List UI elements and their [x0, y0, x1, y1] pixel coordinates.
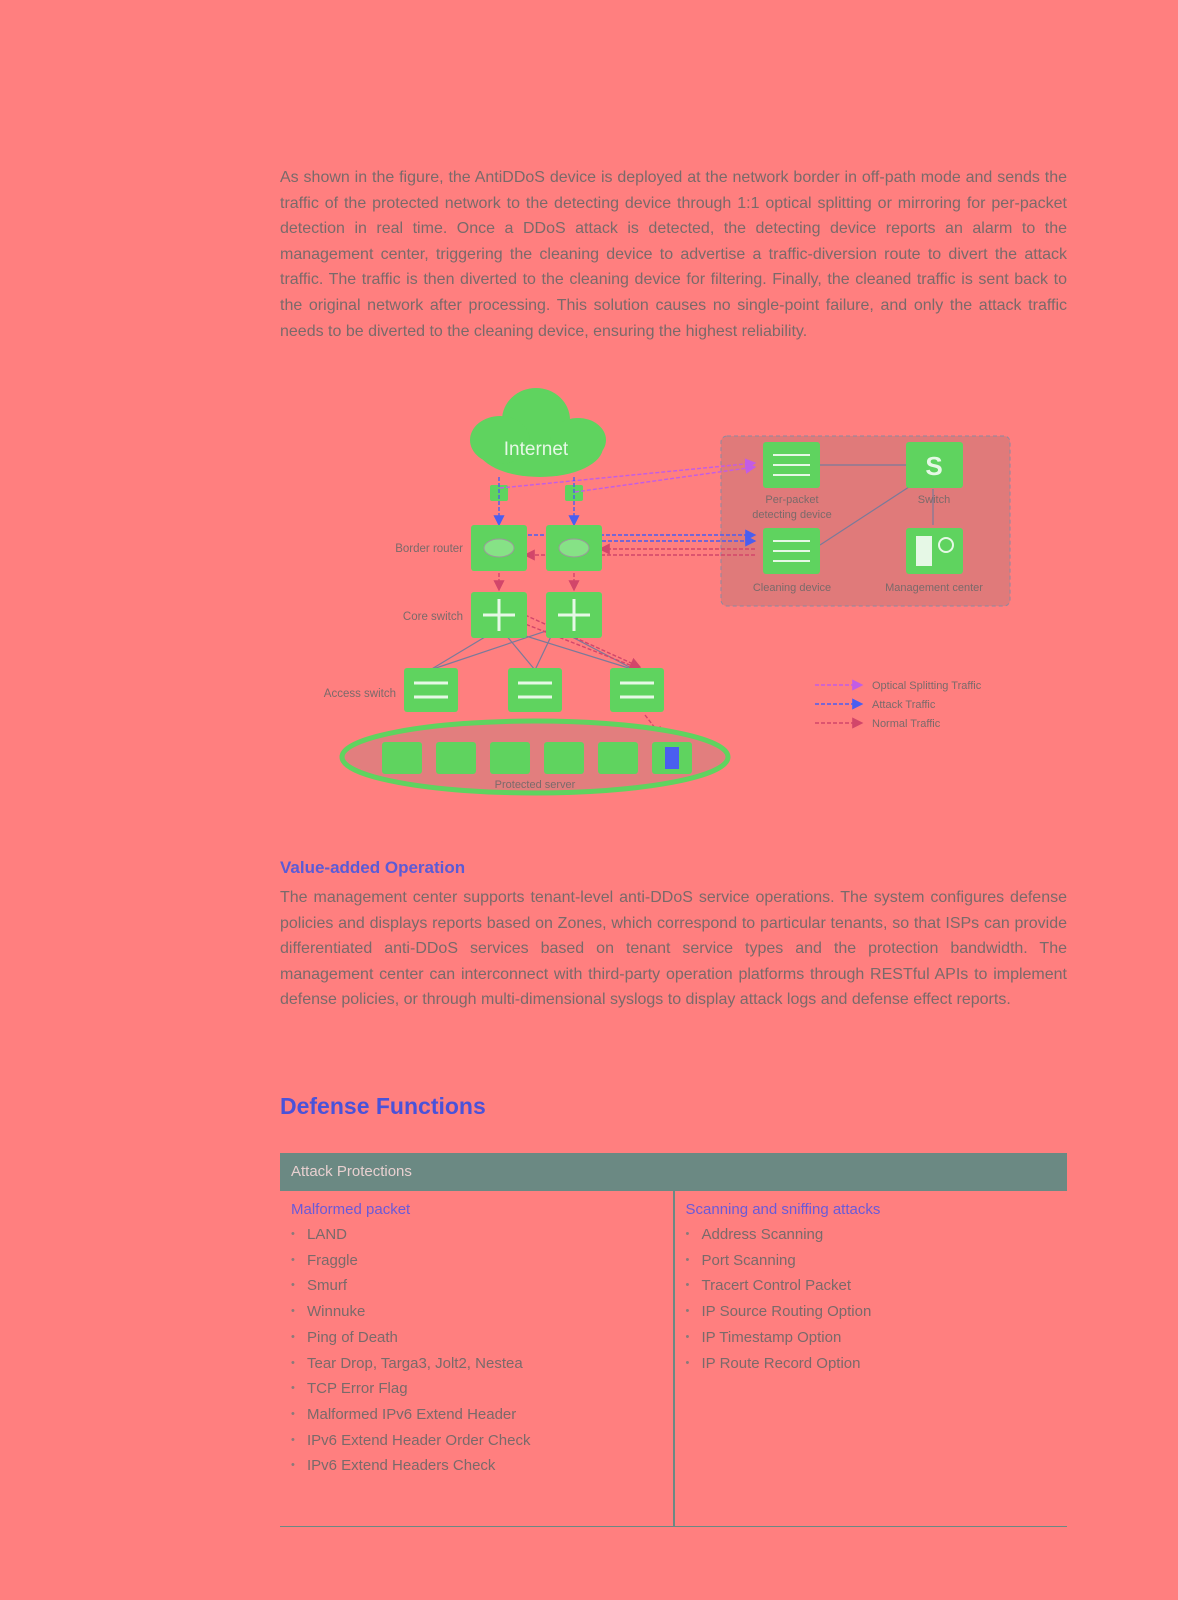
management-center-device [906, 528, 963, 574]
list-item: • Smurf [291, 1273, 662, 1299]
legend [815, 680, 982, 730]
list-item: • IP Route Record Option [686, 1351, 1057, 1377]
defense-functions-title: Defense Functions [280, 1093, 486, 1119]
label-cleaning-device: Cleaning device [752, 582, 832, 594]
detecting-device [763, 442, 820, 488]
label-access-switch: Access switch [323, 688, 396, 700]
cloud-label: Internet [503, 439, 569, 460]
label-switch: Switch [917, 494, 951, 506]
table-header: Attack Protections [280, 1153, 1067, 1191]
label-border-router: Border router [395, 543, 463, 555]
label-protected-server: Protected server [494, 779, 576, 791]
attack-protections-table [280, 1153, 1067, 1527]
legend-normal-label: Normal Traffic [872, 718, 941, 730]
list-item: • Port Scanning [686, 1248, 1057, 1274]
list-item: • Ping of Death [291, 1325, 662, 1351]
access-switch-1 [404, 668, 458, 712]
column-heading: Scanning and sniffing attacks [685, 1201, 881, 1218]
label-management-center: Management center [885, 582, 983, 594]
internet-cloud [470, 388, 606, 477]
list-item: • IPv6 Extend Headers Check [291, 1453, 662, 1479]
malformed-packet-list [291, 1222, 662, 1479]
value-added-text: The management center supports tenant-level anti-DDoS service operations. The system configures defense policies and displays reports based on Zones, which correspond to particular tenants, so that ISPs can provide differentiated anti-DDoS services based on tenant service types and the protection bandwidth. The management center can interconnect with third-party operation platforms through RESTful APIs to implement defense policies, or through multi-dimensional syslogs to display attack logs and defense effect reports. [280, 889, 1067, 1009]
list-item: • TCP Error Flag [291, 1376, 662, 1402]
scanning-column [675, 1191, 1068, 1526]
list-item: • Tracert Control Packet [686, 1273, 1057, 1299]
border-router-right [546, 525, 602, 571]
label-core-switch: Core switch [402, 611, 463, 623]
list-item: • LAND [291, 1222, 662, 1248]
scanning-list [686, 1222, 1057, 1376]
column-heading: Malformed packet [291, 1201, 411, 1218]
list-item: • Malformed IPv6 Extend Header [291, 1402, 662, 1428]
border-router-left [471, 525, 527, 571]
intro-paragraph: As shown in the figure, the AntiDDoS device is deployed at the network border in off-path mode and sends the traffic of the protected network to the detecting device through 1:1 optical splitting or mirroring for per-packet detection in real time. Once a DDoS attack is detected, the detecting device reports an alarm to the management center, triggering the cleaning device to advertise a traffic-diversion route to divert the attack traffic. The traffic is then diverted to the cleaning device for filtering. Finally, the cleaned traffic is sent back to the original network after processing. This solution causes no single-point failure, and only the attack traffic needs to be diverted to the cleaning device, ensuring the highest reliability. [280, 169, 1067, 340]
list-item: • Tear Drop, Targa3, Jolt2, Nestea [291, 1351, 662, 1377]
list-item: • Fraggle [291, 1248, 662, 1274]
list-item: • Address Scanning [686, 1222, 1057, 1248]
value-added-title: Value-added Operation [280, 858, 466, 877]
label-detecting-device-2: detecting device [752, 509, 832, 521]
core-switch-left [471, 592, 527, 638]
legend-attack-label: Attack Traffic [872, 699, 936, 711]
access-switch-3 [610, 668, 664, 712]
list-item: • IPv6 Extend Header Order Check [291, 1428, 662, 1454]
core-switch-right [546, 592, 602, 638]
list-item: • Winnuke [291, 1299, 662, 1325]
list-item: • IP Timestamp Option [686, 1325, 1057, 1351]
access-switch-2 [508, 668, 562, 712]
network-diagram [300, 385, 1020, 815]
switch-device [906, 442, 963, 488]
svg-text:S: S [925, 451, 943, 481]
list-item: • IP Source Routing Option [686, 1299, 1057, 1325]
label-detecting-device-1: Per-packet [765, 494, 819, 506]
malformed-packet-column [280, 1191, 675, 1526]
cleaning-device [763, 528, 820, 574]
legend-optical-label: Optical Splitting Traffic [872, 680, 982, 692]
